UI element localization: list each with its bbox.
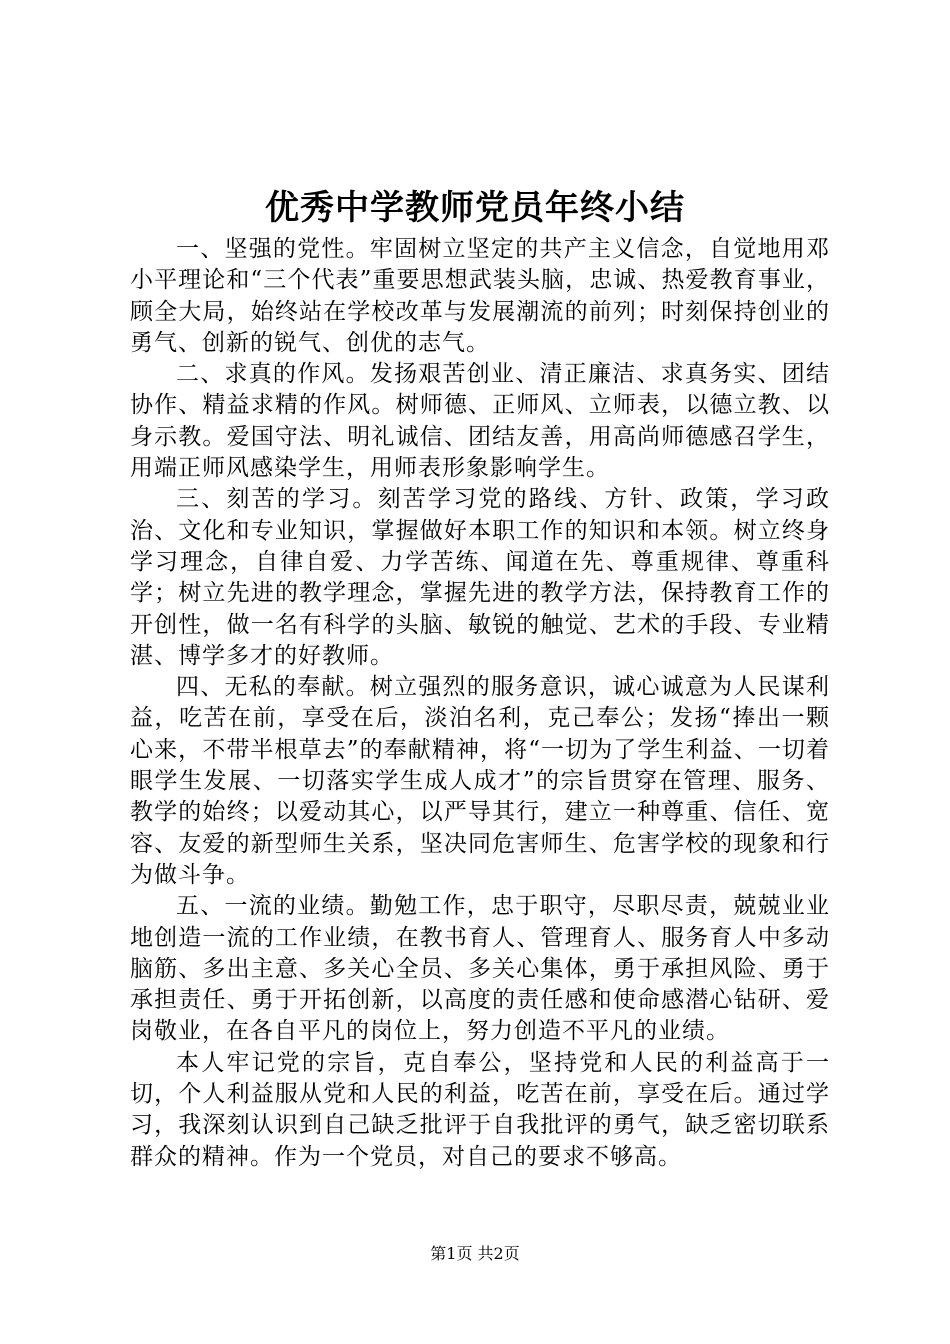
document-body (130, 234, 830, 1173)
paragraph-work-style: 二、求真的作风。发扬艰苦创业、清正廉洁、求真务实、团结协作、精益求精的作风。树师德、正师风、立师表，以德立教、以身示教。爱国守法、明礼诚信、团结友善，用高尚师德感召学生，用端正师风感染学生，用师表形象影响学生。 (130, 361, 830, 482)
document-title: 优秀中学教师党员年终小结 (265, 188, 685, 228)
page-number-footer: 第1页 共2页 (430, 1244, 520, 1263)
paragraph-self-reflection: 本人牢记党的宗旨，克自奉公，坚持党和人民的利益高于一切，个人利益服从党和人民的利益，吃苦在前，享受在后。通过学习，我深刻认识到自己缺乏批评于自我批评的勇气，缺乏密切联系群众的精神。作为一个党员，对自己的要求不够高。 (130, 1049, 830, 1170)
paragraph-performance: 五、一流的业绩。勤勉工作，忠于职守，尽职尽责，兢兢业业地创造一流的工作业绩，在教书育人、管理育人、服务育人中多动脑筋、多出主意、多关心全员、多关心集体，勇于承担风险、勇于承担责任、勇于开拓创新，以高度的责任感和使命感潜心钻研、爱岗敬业，在各自平凡的岗位上，努力创造不平凡的业绩。 (130, 893, 830, 1045)
paragraph-dedication: 四、无私的奉献。树立强烈的服务意识，诚心诚意为人民谋利益，吃苦在前，享受在后，淡泊名利，克己奉公；发扬“捧出一颗心来，不带半根草去”的奉献精神，将“一切为了学生利益、一切着眼学生发展、一切落实学生成人成才”的宗旨贯穿在管理、服务、教学的始终；以爱动其心，以严导其行，建立一种尊重、信任、宽容、友爱的新型师生关系，坚决同危害师生、危害学校的现象和行为做斗争。 (130, 674, 830, 888)
paragraph-party-spirit: 一、坚强的党性。牢固树立坚定的共产主义信念，自觉地用邓小平理论和“三个代表”重要思想武装头脑，忠诚、热爱教育事业，顾全大局，始终站在学校改革与发展潮流的前列；时刻保持创业的勇气、创新的锐气、创优的志气。 (130, 236, 830, 356)
paragraph-study: 三、刻苦的学习。刻苦学习党的路线、方针、政策，学习政治、文化和专业知识，掌握做好本职工作的知识和本领。树立终身学习理念，自律自爱、力学苦练、闻道在先、尊重规律、尊重科学；树立先进的教学理念，掌握先进的教学方法，保持教育工作的开创性，做一名有科学的头脑、敏锐的触觉、艺术的手段、专业精湛、博学多才的好教师。 (130, 486, 830, 669)
